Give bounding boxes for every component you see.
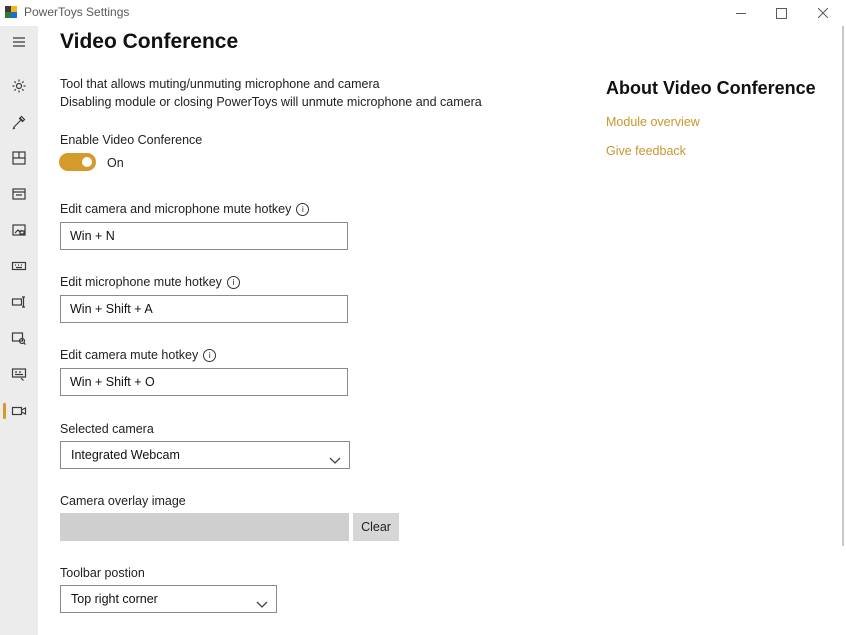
shortcut-guide-icon[interactable]	[9, 364, 29, 384]
enable-label-text: Enable Video Conference	[60, 133, 203, 147]
toggle-state-label: On	[107, 156, 124, 170]
selected-camera-label-text: Selected camera	[60, 422, 154, 436]
page-title: Video Conference	[60, 30, 239, 53]
video-camera-icon[interactable]	[9, 401, 29, 421]
camera-mic-hotkey-input[interactable]: Win + N	[60, 222, 348, 250]
gear-icon[interactable]	[9, 76, 29, 96]
selected-camera-dropdown[interactable]	[60, 441, 350, 469]
info-icon[interactable]: i	[296, 203, 309, 216]
fancyzones-icon[interactable]	[9, 148, 29, 168]
image-resizer-icon[interactable]	[9, 220, 29, 240]
clear-button[interactable]: Clear	[353, 513, 399, 541]
scrollbar[interactable]	[842, 26, 844, 546]
camera-hotkey-input[interactable]: Win + Shift + O	[60, 368, 348, 396]
toolbar-position-value: Top right corner	[71, 592, 158, 606]
title-bar	[0, 0, 846, 26]
mic-hotkey-label	[60, 275, 240, 289]
sidebar	[0, 26, 38, 635]
camera-hotkey-label-text: Edit camera mute hotkey	[60, 348, 199, 362]
info-icon[interactable]: i	[227, 276, 240, 289]
hamburger-menu-icon[interactable]	[9, 32, 29, 52]
toggle-knob	[82, 157, 92, 167]
color-picker-icon[interactable]	[9, 112, 29, 132]
enable-label	[60, 133, 202, 147]
window-title: PowerToys Settings	[24, 5, 130, 19]
info-icon[interactable]: i	[203, 349, 216, 362]
module-description-line-2: Disabling module or closing PowerToys will unmute microphone and camera	[60, 95, 482, 109]
file-explorer-icon[interactable]	[9, 184, 29, 204]
chevron-down-icon	[256, 593, 268, 605]
mic-hotkey-input[interactable]: Win + Shift + A	[60, 295, 348, 323]
power-rename-icon[interactable]	[9, 292, 29, 312]
powertoys-app-icon	[5, 6, 17, 18]
toolbar-position-label-text: Toolbar postion	[60, 566, 145, 580]
close-button[interactable]	[800, 0, 846, 26]
camera-mic-hotkey-label	[60, 202, 309, 216]
camera-mic-hotkey-label-text: Edit camera and microphone mute hotkey	[60, 202, 292, 216]
run-icon[interactable]	[9, 328, 29, 348]
module-overview-link[interactable]: Module overview	[606, 115, 700, 129]
selected-camera-label	[60, 422, 154, 436]
about-title: About Video Conference	[606, 78, 816, 98]
module-description-line-1: Tool that allows muting/unmuting microphone and camera	[60, 77, 380, 91]
mic-hotkey-label-text: Edit microphone mute hotkey	[60, 275, 222, 289]
active-nav-indicator	[3, 403, 6, 419]
selected-camera-value: Integrated Webcam	[71, 448, 180, 462]
close-icon	[818, 8, 828, 18]
give-feedback-link[interactable]: Give feedback	[606, 144, 686, 158]
overlay-image-field[interactable]	[60, 513, 349, 541]
toolbar-position-label	[60, 566, 145, 580]
maximize-button[interactable]	[758, 0, 804, 26]
toolbar-position-dropdown[interactable]	[60, 585, 277, 613]
chevron-down-icon	[329, 449, 341, 461]
keyboard-icon[interactable]	[9, 256, 29, 276]
camera-hotkey-label	[60, 348, 216, 362]
overlay-image-label	[60, 494, 186, 508]
overlay-image-label-text: Camera overlay image	[60, 494, 186, 508]
enable-toggle[interactable]	[59, 153, 96, 171]
